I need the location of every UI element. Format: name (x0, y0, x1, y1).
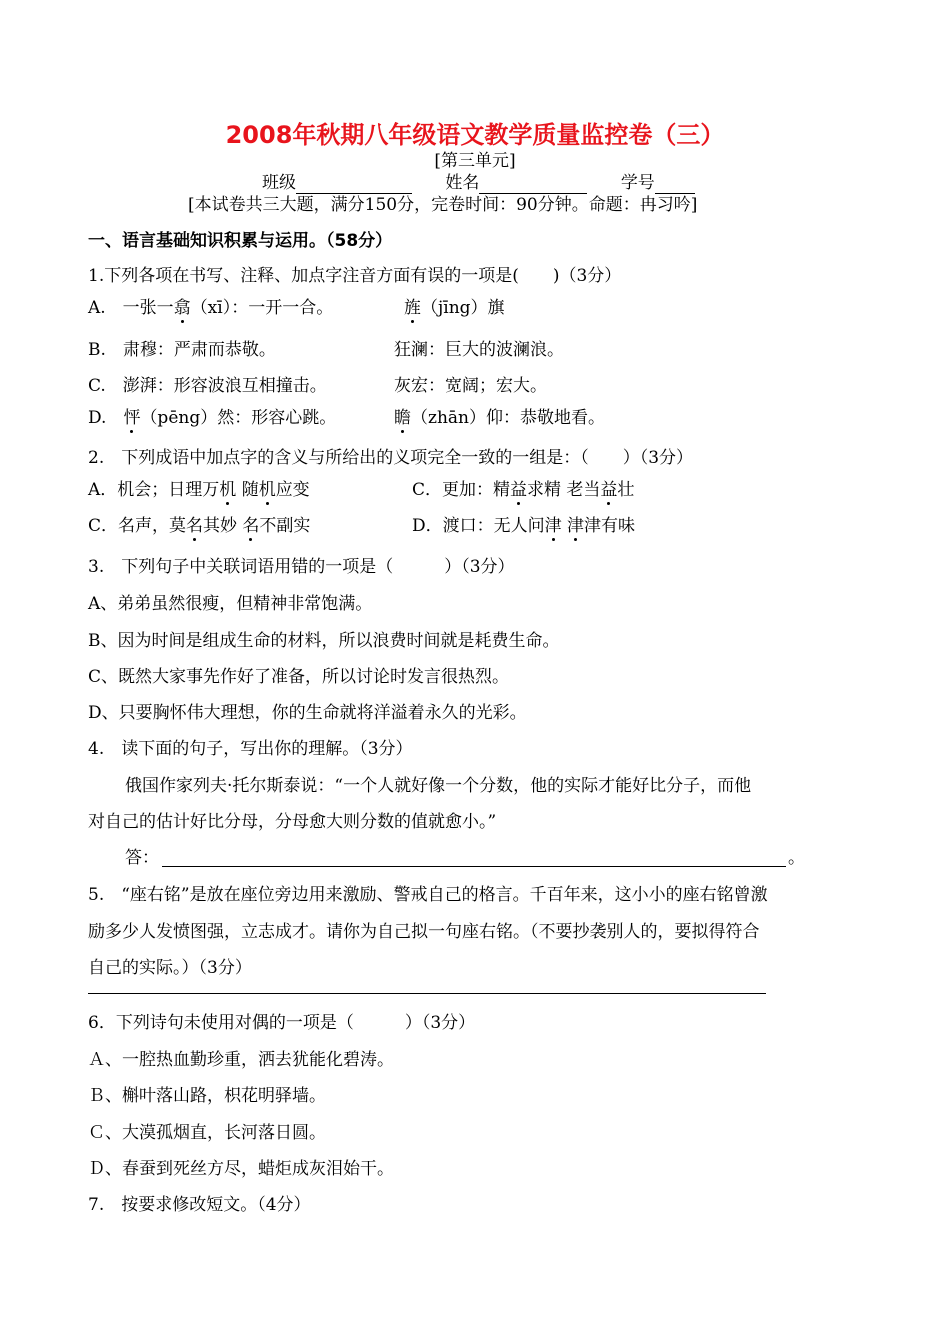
q3-option-d: D、只要胸怀伟大理想，你的生命就将洋溢着永久的光彩。 (88, 703, 527, 723)
emphasis-dot-char: 津 (567, 516, 585, 536)
name-label: 姓名 (445, 173, 480, 193)
emphasis-dot-char: 瞻 (394, 408, 411, 428)
q6-option-d: Ｄ、春蚕到死丝方尽，蜡炬成灰泪始干。 (88, 1159, 394, 1179)
q5-line2: 励多少人发愤图强，立志成才。请你为自己拟一句座右铭。（不要抄袭别人的，要拟得符合 (88, 922, 760, 942)
q2-option-a: A．机会；日理万机 随机应变 (88, 480, 310, 500)
class-blank[interactable] (296, 177, 412, 194)
q3-stem: 3. 下列句子中关联词语用错的一项是（ ）（3分） (88, 557, 515, 577)
q4-quote-line2: 对自己的估计好比分母，分母愈大则分数的值就愈小。” (88, 812, 497, 832)
q2-option-d: D．渡口：无人问津 津津有味 (412, 516, 636, 536)
q4-answer-label: 答： (125, 848, 159, 868)
q4-answer-line[interactable] (162, 866, 786, 867)
emphasis-dot-char: 益 (510, 480, 528, 500)
number-blank[interactable] (655, 177, 695, 194)
q2-stem: 2. 下列成语中加点字的含义与所给出的义项完全一致的一组是：（ ）（3分） (88, 448, 694, 468)
q1-option-a1: A. 一张一翕（xī）：一开一合。 (88, 298, 334, 318)
q3-option-b: B、因为时间是组成生命的材料，所以浪费时间就是耗费生命。 (88, 631, 560, 651)
q1-option-c2: 灰宏：宽阔；宏大。 (394, 376, 547, 396)
q4-stem: 4. 读下面的句子，写出你的理解。（3分） (88, 739, 413, 759)
exam-title: 2008年秋期八年级语文教学质量监控卷（三） (225, 121, 725, 149)
section1-heading: 一、语言基础知识积累与运用。（58分） (88, 231, 393, 251)
q5-line3: 自己的实际。）（3分） (88, 958, 252, 978)
q4-quote-line1: 俄国作家列夫·托尔斯泰说：“一个人就好像一个分数，他的实际才能好比分子，而他 (125, 776, 752, 796)
q3-option-a: A、弟弟虽然很瘦，但精神非常饱满。 (88, 594, 373, 614)
unit-label: [第三单元] (434, 151, 516, 171)
exam-note: [本试卷共三大题，满分150分，完卷时间：90分钟。命题：冉习吟] (188, 195, 698, 215)
number-label: 学号 (620, 173, 655, 193)
emphasis-dot-char: 津 (544, 516, 562, 536)
emphasis-dot-char: 翕 (173, 298, 191, 318)
emphasis-dot-char: 益 (600, 480, 618, 500)
q2-option-c-second: C．名声，莫名其妙 名不副实 (88, 516, 311, 536)
class-label: 班级 (262, 173, 296, 193)
q6-option-a: Ａ、一腔热血勤珍重，洒去犹能化碧涛。 (88, 1050, 394, 1070)
emphasis-dot-char: 名 (186, 516, 204, 536)
emphasis-dot-char: 旌 (404, 298, 421, 318)
q5-answer-line[interactable] (88, 993, 766, 994)
q6-option-c: Ｃ、大漠孤烟直，长河落日圆。 (88, 1123, 326, 1143)
q1-option-b1: B. 肃穆：严肃而恭敬。 (88, 340, 276, 360)
q1-option-b2: 狂澜：巨大的波澜浪。 (394, 340, 564, 360)
q7-stem: 7. 按要求修改短文。（4分） (88, 1195, 311, 1215)
q1-stem: 1.下列各项在书写、注释、加点字注音方面有误的一项是( )（3分） (88, 266, 622, 286)
q2-option-c-first: C．更加：精益求精 老当益壮 (412, 480, 635, 500)
q6-option-b: Ｂ、槲叶落山路，枳花明驿墙。 (88, 1086, 326, 1106)
q1-option-d1: D. 怦（pēng）然：形容心跳。 (88, 408, 337, 428)
q1-option-c1: C. 澎湃：形容波浪互相撞击。 (88, 376, 327, 396)
q5-line1: 5. “座右铭”是放在座位旁边用来激励、警戒自己的格言。千百年来，这小小的座右铭曾激 (88, 885, 768, 905)
student-info-row (262, 172, 695, 194)
q4-answer-end: 。 (788, 848, 805, 868)
q3-option-c: C、既然大家事先作好了准备，所以讨论时发言很热烈。 (88, 667, 510, 687)
q1-option-a2: 旌（jīng）旗 (404, 298, 505, 318)
emphasis-dot-char: 怦 (123, 408, 141, 428)
q1-option-d2: 瞻（zhān）仰：恭敬地看。 (394, 408, 605, 428)
q6-stem: 6．下列诗句未使用对偶的一项是（ ）（3分） (88, 1013, 476, 1033)
name-blank[interactable] (479, 177, 587, 194)
emphasis-dot-char: 名 (242, 516, 260, 536)
emphasis-dot-char: 机 (219, 480, 237, 500)
emphasis-dot-char: 机 (258, 480, 276, 500)
